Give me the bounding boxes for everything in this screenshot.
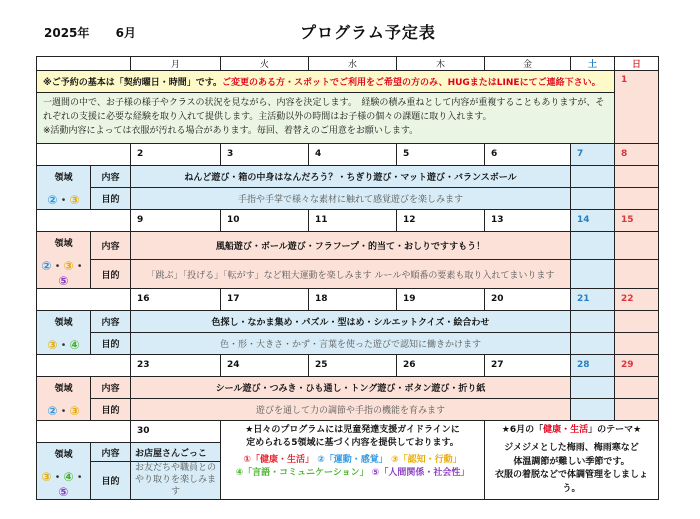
program-policy-notice <box>37 93 615 144</box>
page-title: プログラム予定表 <box>300 23 436 42</box>
activity-purpose: 「跳ぶ」「投げる」「転がす」など粗大運動を楽しみます ルールや順番の要素も取り入れてまいります <box>131 260 571 289</box>
domain-label: 領域 <box>54 317 73 328</box>
purpose-label: 目的 <box>91 187 131 209</box>
date-cell: 4 <box>309 143 397 165</box>
notice-basic: ※ご予約の基本は「契約曜日・時間」です。 <box>43 78 223 88</box>
date-cell: 15 <box>615 209 659 231</box>
purpose-label: 目的 <box>91 260 131 289</box>
date-cell: 3 <box>221 143 309 165</box>
domain-cell <box>37 231 91 288</box>
date-cell: 10 <box>221 209 309 231</box>
content-label: 内容 <box>91 231 131 260</box>
date-cell: 27 <box>485 354 571 376</box>
policy-text: 一週間の中で、お子様の様子やクラスの状況を見ながら、内容を決定します。 経験の積み重ねとして内容が重複することもありますが、それぞれの支援に必要な経験を取り入れて提供します。主活動以外の時間はお子様の個々の課題に取り入れます。 <box>43 98 605 122</box>
date-cell: 12 <box>397 209 485 231</box>
theme-line-1: ジメジメとした梅雨、梅雨寒など <box>504 443 639 454</box>
week-5-dates <box>37 420 659 442</box>
weekday-wed: 水 <box>309 57 397 71</box>
weekday-mon: 月 <box>131 57 221 71</box>
date-cell: 25 <box>309 354 397 376</box>
date-cell: 23 <box>131 354 221 376</box>
date-cell: 16 <box>131 288 221 310</box>
date-cell: 18 <box>309 288 397 310</box>
domain-tag-language: ④「言語・コミュニケーション」 <box>235 467 369 478</box>
domain-numbers: ②・③・⑤ <box>41 258 86 288</box>
date-cell: 8 <box>615 143 659 165</box>
date-cell: 30 <box>131 420 221 442</box>
theme-title: ★6月の「健康・生活」のテーマ★ <box>501 424 642 435</box>
weekday-thu: 木 <box>397 57 485 71</box>
notice-change: ご変更のある方・スポットでご利用をご希望の方のみ、HUGまたはLINEにてご連絡下さい。 <box>222 78 601 88</box>
activity-purpose: 色・形・大きさ・かず・言葉を使った遊びで認知に働きかけます <box>131 332 571 354</box>
theme-line-2: 体温調節が難しい季節です。 <box>513 456 630 467</box>
year-label: 2025年 <box>44 26 90 40</box>
date-cell: 1 <box>615 71 659 144</box>
guideline-box <box>221 420 485 500</box>
content-label: 内容 <box>91 165 131 187</box>
week-4-dates <box>37 354 659 376</box>
domain-tag-health: ①「健康・生活」 <box>243 454 315 465</box>
domain-tag-motor: ②「運動・感覚」 <box>317 454 388 465</box>
domain-cell <box>37 310 91 354</box>
month-label: 6月 <box>115 26 136 40</box>
domain-cell <box>37 376 91 420</box>
monthly-theme-box <box>485 420 659 500</box>
activity-content: ねんど遊び・箱の中身はなんだろう？・ちぎり遊び・マット遊び・バランスボール <box>131 165 571 187</box>
activity-purpose: お友だちや職員との やり取りを楽しみます <box>131 462 221 500</box>
date-cell: 24 <box>221 354 309 376</box>
date-cell: 26 <box>397 354 485 376</box>
week-2-content-row <box>37 231 659 260</box>
date-cell: 20 <box>485 288 571 310</box>
purpose-label: 目的 <box>91 462 131 500</box>
purpose-label: 目的 <box>91 332 131 354</box>
date-cell: 22 <box>615 288 659 310</box>
date-cell: 14 <box>571 209 615 231</box>
week-3-dates <box>37 288 659 310</box>
guideline-line-2: 定められる5領域に基づく内容を提供しております。 <box>246 437 459 448</box>
week-2-dates <box>37 209 659 231</box>
weekday-tue: 火 <box>221 57 309 71</box>
date-cell: 11 <box>309 209 397 231</box>
date-cell: 19 <box>397 288 485 310</box>
domain-numbers: ③・④ <box>47 337 80 352</box>
date-cell: 9 <box>131 209 221 231</box>
activity-content: お店屋さんごっこ <box>131 442 221 461</box>
date-cell: 17 <box>221 288 309 310</box>
activity-purpose: 遊びを通して力の調節や手指の機能を育みます <box>131 398 571 420</box>
purpose-label: 目的 <box>91 398 131 420</box>
program-calendar <box>36 56 659 500</box>
activity-content: 風船遊び・ボール遊び・フラフープ・的当て・おしりですすもう！ <box>131 231 571 260</box>
domain-numbers: ③・④・⑤ <box>41 469 86 499</box>
date-cell: 7 <box>571 143 615 165</box>
domain-tags <box>225 454 480 480</box>
content-label: 内容 <box>91 310 131 332</box>
week-3-purpose-row <box>37 332 659 354</box>
domain-cell <box>37 165 91 209</box>
week-2-purpose-row <box>37 260 659 289</box>
week-1-content-row <box>37 165 659 187</box>
notice-detail-row <box>37 93 659 144</box>
weekday-sat: 土 <box>571 57 615 71</box>
domain-cell <box>37 442 91 500</box>
activity-content: シール遊び・つみき・ひも通し・トング遊び・ボタン遊び・折り紙 <box>131 376 571 398</box>
notice-row <box>37 71 659 93</box>
date-cell: 2 <box>131 143 221 165</box>
domain-tag-cognition: ③「認知・行動」 <box>390 454 462 465</box>
domain-tag-social: ⑤「人間関係・社会性」 <box>371 467 470 478</box>
date-cell: 28 <box>571 354 615 376</box>
clothing-note: ※活動内容によっては衣服が汚れる場合があります。毎回、着替えのご用意をお願いします。 <box>43 125 419 136</box>
weekday-sun: 日 <box>615 57 659 71</box>
date-cell: 13 <box>485 209 571 231</box>
theme-line-3: 衣服の着脱などで体調管理をしましょう。 <box>494 470 648 494</box>
activity-purpose: 手指や手掌で様々な素材に触れて感覚遊びを楽しみます <box>131 187 571 209</box>
week-1-dates <box>37 143 659 165</box>
weekday-header-row <box>37 57 659 71</box>
reservation-notice <box>37 71 615 93</box>
weekday-fri: 金 <box>485 57 571 71</box>
week-4-purpose-row <box>37 398 659 420</box>
date-cell: 6 <box>485 143 571 165</box>
domain-label: 領域 <box>54 172 73 183</box>
domain-label: 領域 <box>54 449 73 460</box>
week-3-content-row <box>37 310 659 332</box>
date-cell: 29 <box>615 354 659 376</box>
domain-numbers: ②・③ <box>47 192 80 207</box>
date-cell: 5 <box>397 143 485 165</box>
domain-label: 領域 <box>54 383 73 394</box>
week-1-purpose-row <box>37 187 659 209</box>
guideline-line-1: ★日々のプログラムには児童発達支援ガイドラインに <box>245 424 460 435</box>
domain-numbers: ②・③ <box>47 403 80 418</box>
content-label: 内容 <box>91 376 131 398</box>
activity-content: 色探し・なかま集め・パズル・型はめ・シルエットクイズ・絵合わせ <box>131 310 571 332</box>
content-label: 内容 <box>91 442 131 461</box>
date-cell: 21 <box>571 288 615 310</box>
month-header <box>44 24 158 41</box>
week-4-content-row <box>37 376 659 398</box>
domain-label: 領域 <box>54 238 73 249</box>
